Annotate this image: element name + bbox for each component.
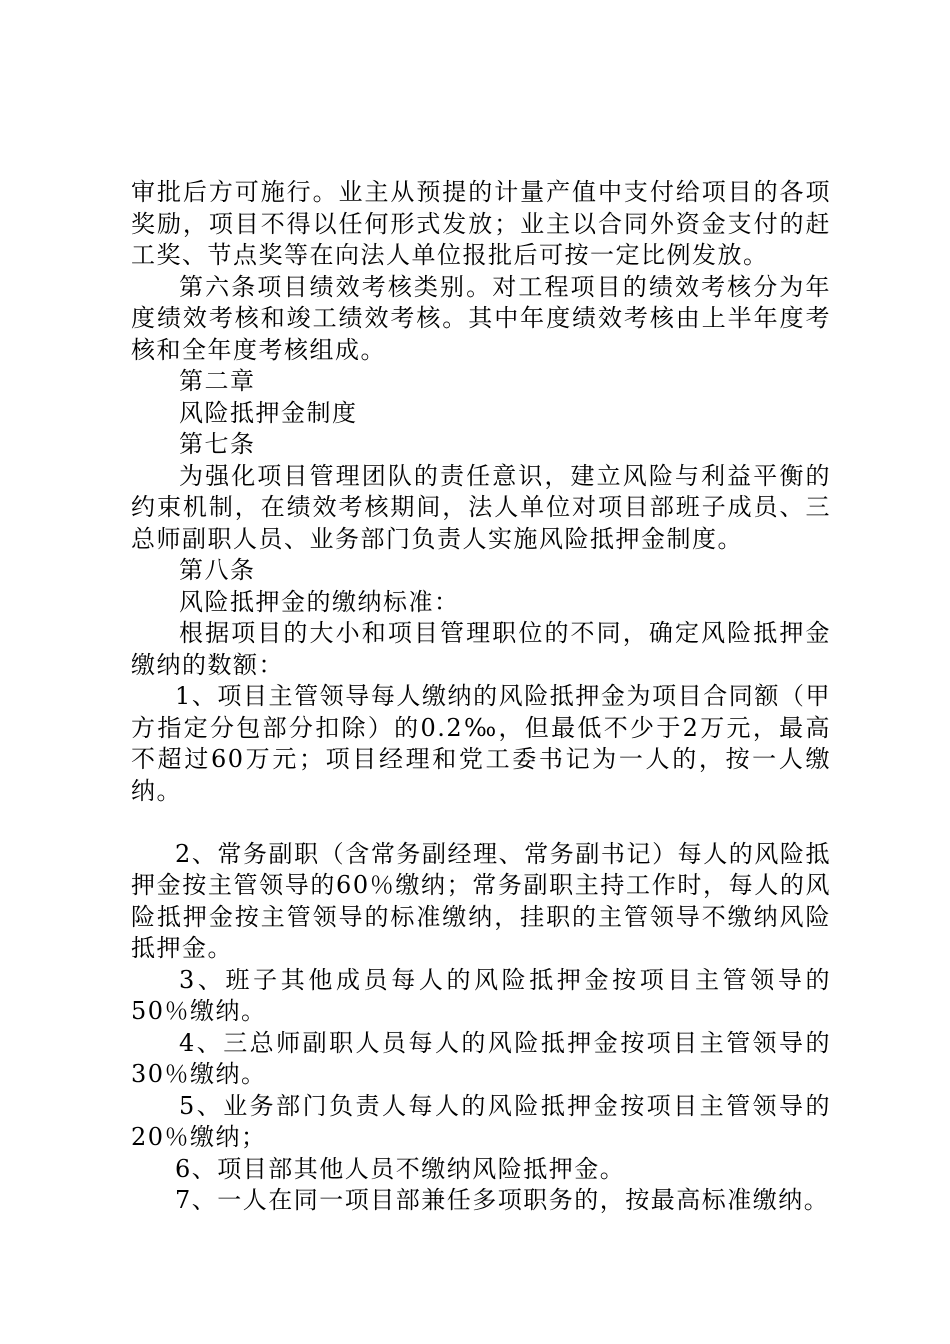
paragraph-article-7: 为强化项目管理团队的责任意识，建立风险与利益平衡的约束机制，在绩效考核期间，法人单位对项目部班子成员、三总师副职人员、业务部门负责人实施风险抵押金制度。	[131, 461, 831, 553]
paragraph-approval: 审批后方可施行。业主从预提的计量产值中支付给项目的各项奖励，项目不得以任何形式发放；业主以合同外资金支付的赶工奖、节点奖等在向法人单位报批后可按一定比例发放。	[131, 178, 831, 269]
list-item-1: 1、项目主管领导每人缴纳的风险抵押金为项目合同额（甲方指定分包部分扣除）的0.2‰，但最低不少于2万元，最高不超过60万元；项目经理和党工委书记为一人的，按一人缴纳。	[131, 682, 831, 805]
article-8-heading: 第八条	[179, 556, 256, 584]
list-item-6: 6、项目部其他人员不缴纳风险抵押金。	[175, 1154, 626, 1183]
list-item-2: 2、常务副职（含常务副经理、常务副书记）每人的风险抵押金按主管领导的60％缴纳；常务副职主持工作时，每人的风险抵押金按主管领导的标准缴纳，挂职的主管领导不缴纳风险抵押金。	[131, 839, 831, 962]
list-item-3: 3、班子其他成员每人的风险抵押金按项目主管领导的50％缴纳。	[131, 965, 831, 1025]
paragraph-article-6: 第六条项目绩效考核类别。对工程项目的绩效考核分为年度绩效考核和竣工绩效考核。其中年度绩效考核由上半年度考核和全年度考核组成。	[131, 272, 831, 364]
article-7-heading: 第七条	[179, 430, 256, 458]
list-item-5: 5、业务部门负责人每人的风险抵押金按项目主管领导的20％缴纳；	[131, 1091, 831, 1151]
chapter-heading: 第二章	[179, 367, 256, 395]
chapter-title: 风险抵押金制度	[179, 398, 358, 427]
standard-heading: 风险抵押金的缴纳标准：	[179, 587, 460, 616]
paragraph-amount-basis: 根据项目的大小和项目管理职位的不同，确定风险抵押金缴纳的数额：	[131, 619, 831, 679]
list-item-7: 7、一人在同一项目部兼任多项职务的，按最高标准缴纳。	[175, 1186, 830, 1214]
list-item-4: 4、三总师副职人员每人的风险抵押金按项目主管领导的30％缴纳。	[131, 1028, 831, 1088]
document-body	[131, 177, 831, 1217]
blank-line	[131, 807, 831, 839]
